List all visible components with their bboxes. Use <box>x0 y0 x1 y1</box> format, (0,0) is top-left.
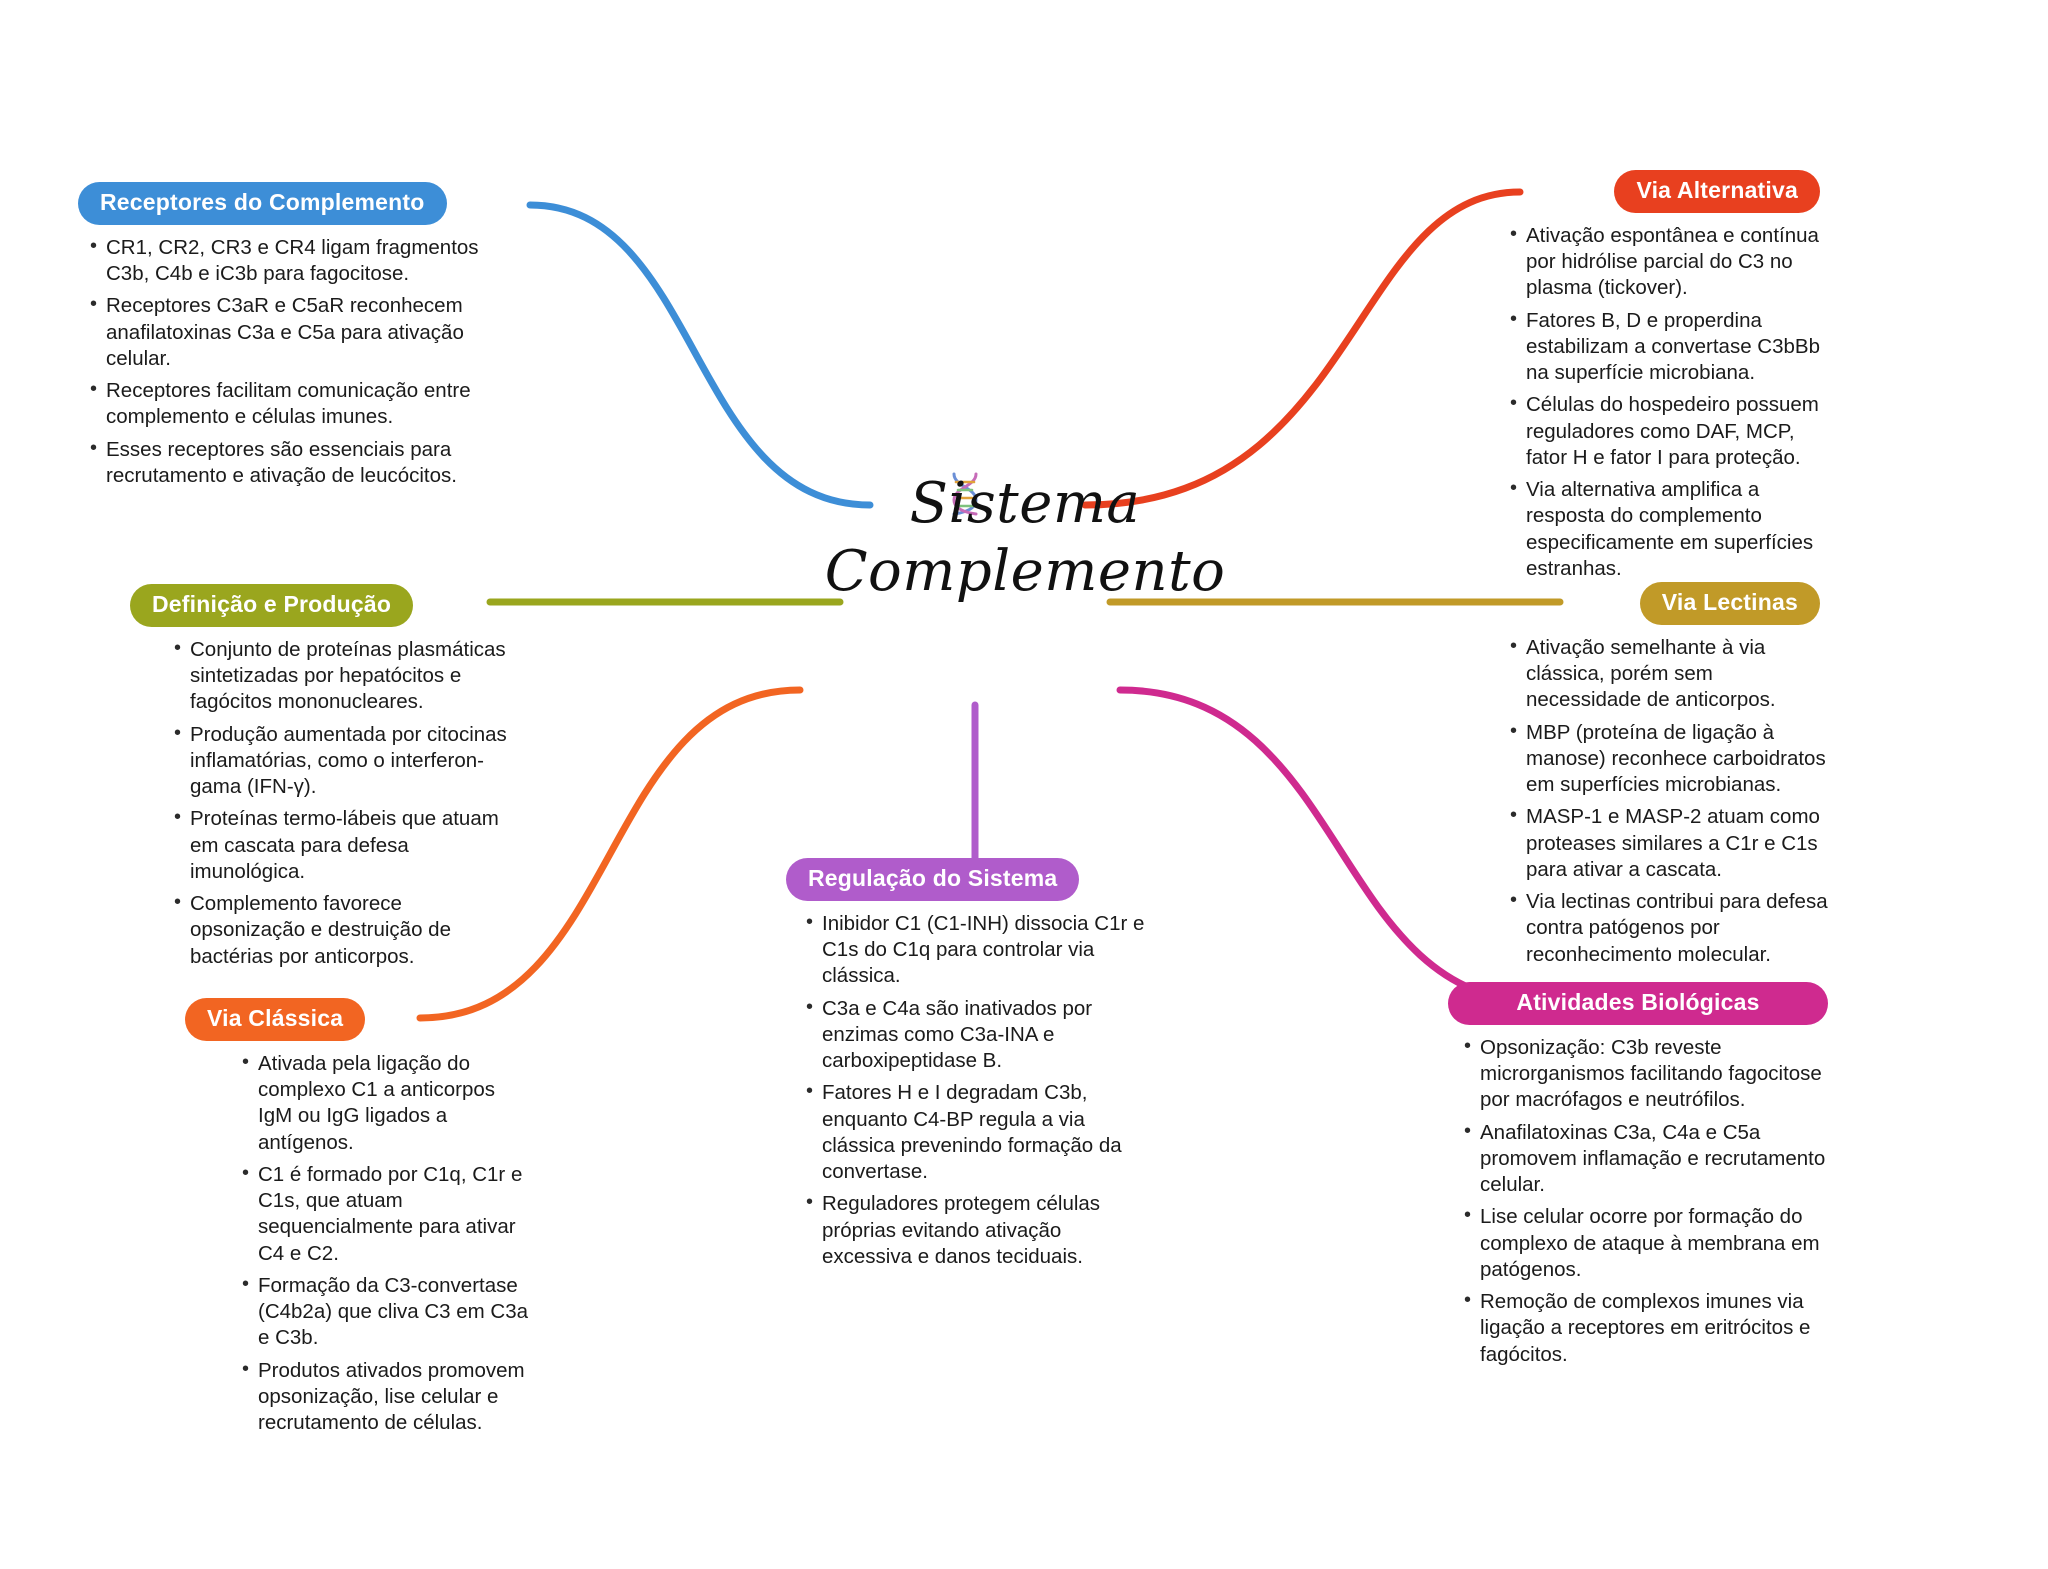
branch-title-row <box>185 998 515 1041</box>
list-item: • Complemento favorece opsonização e destruição de bactérias por anticorpos. <box>172 891 512 970</box>
branch-via-alternativa[interactable] <box>1490 170 1820 588</box>
list-item: • Fatores B, D e properdina estabilizam a convertase C3bBb na superfície microbiana. <box>1508 308 1833 387</box>
list-item: • C1 é formado por C1q, C1r e C1s, que atuam sequencialmente para ativar C4 e C2. <box>240 1162 530 1267</box>
branch-title-alternativa[interactable]: Via Alternativa <box>1614 170 1820 213</box>
list-item: • Formação da C3-convertase (C4b2a) que cliva C3 em C3a e C3b. <box>240 1273 530 1352</box>
branch-title-receptores[interactable]: Receptores do Complemento <box>78 182 447 225</box>
connector-alternativa <box>1085 192 1520 505</box>
list-item: • CR1, CR2, CR3 e CR4 ligam fragmentos C3b, C4b e iC3b para fagocitose. <box>88 235 508 287</box>
branch-regulacao-do-sistema[interactable] <box>786 858 1156 1276</box>
list-item: • Conjunto de proteínas plasmáticas sintetizadas por hepatócitos e fagócitos mononucleares. <box>172 637 512 716</box>
list-item: • Lise celular ocorre por formação do complexo de ataque à membrana em patógenos. <box>1462 1204 1837 1283</box>
list-item: • Produção aumentada por citocinas inflamatórias, como o interferon-gama (IFN-γ). <box>172 722 512 801</box>
branch-title-biologicas[interactable]: Atividades Biológicas <box>1448 982 1828 1025</box>
list-item: • MBP (proteína de ligação à manose) reconhece carboidratos em superfícies microbianas. <box>1508 720 1833 799</box>
branch-title-row <box>1490 582 1820 625</box>
list-item: • MASP-1 e MASP-2 atuam como proteases similares a C1r e C1s para ativar a cascata. <box>1508 804 1833 883</box>
list-item: • Reguladores protegem células próprias evitando ativação excessiva e danos teciduais. <box>804 1191 1154 1270</box>
list-item: • Inibidor C1 (C1-INH) dissocia C1r e C1s do C1q para controlar via clássica. <box>804 911 1154 990</box>
branch-title-row <box>130 584 520 627</box>
list-item: • Células do hospedeiro possuem reguladores como DAF, MCP, fator H e fator I para proteção. <box>1508 392 1833 471</box>
list-item: • Proteínas termo-lábeis que atuam em cascata para defesa imunológica. <box>172 806 512 885</box>
list-item: • Esses receptores são essenciais para recrutamento e ativação de leucócitos. <box>88 437 508 489</box>
branch-definicao-e-producao[interactable] <box>130 584 520 976</box>
list-item: • C3a e C4a são inativados por enzimas como C3a-INA e carboxipeptidase B. <box>804 996 1154 1075</box>
branch-points-alternativa <box>1490 223 1833 582</box>
branch-title-classica[interactable]: Via Clássica <box>185 998 365 1041</box>
branch-title-lectinas[interactable]: Via Lectinas <box>1640 582 1820 625</box>
list-item: • Ativada pela ligação do complexo C1 a anticorpos IgM ou IgG ligados a antígenos. <box>240 1051 530 1156</box>
central-topic <box>790 470 1260 607</box>
branch-points-classica <box>185 1051 530 1436</box>
list-item: • Opsonização: C3b reveste microrganismos facilitando fagocitose por macrófagos e neutrófilos. <box>1462 1035 1837 1114</box>
branch-receptores-do-complemento[interactable] <box>78 182 508 495</box>
list-item: • Receptores C3aR e C5aR reconhecem anafilatoxinas C3a e C5a para ativação celular. <box>88 293 508 372</box>
list-item: • Produtos ativados promovem opsonização, lise celular e recrutamento de células. <box>240 1358 530 1437</box>
branch-points-lectinas <box>1490 635 1833 968</box>
list-item: • Receptores facilitam comunicação entre complemento e células imunes. <box>88 378 508 430</box>
branch-title-row <box>1490 170 1820 213</box>
branch-via-lectinas[interactable] <box>1490 582 1828 974</box>
branch-points-receptores <box>78 235 508 489</box>
branch-title-row <box>78 182 508 225</box>
list-item: • Ativação espontânea e contínua por hidrólise parcial do C3 no plasma (tickover). <box>1508 223 1833 302</box>
branch-title-regulacao[interactable]: Regulação do Sistema <box>786 858 1079 901</box>
branch-title-row <box>786 858 1156 901</box>
branch-points-regulacao <box>786 911 1154 1270</box>
branch-atividades-biologicas[interactable] <box>1448 982 1828 1374</box>
central-topic-line1: Sistema <box>909 471 1141 536</box>
list-item: • Anafilatoxinas C3a, C4a e C5a promovem inflamação e recrutamento celular. <box>1462 1120 1837 1199</box>
branch-points-definicao <box>130 637 512 970</box>
list-item: • Remoção de complexos imunes via ligação a receptores em eritrócitos e fagócitos. <box>1462 1289 1837 1368</box>
list-item: • Fatores H e I degradam C3b, enquanto C4-BP regula a via clássica prevenindo formação da convertase. <box>804 1080 1154 1185</box>
connector-receptores <box>530 205 870 505</box>
list-item: • Via alternativa amplifica a resposta do complemento especificamente em superfícies estranhas. <box>1508 477 1833 582</box>
branch-title-definicao[interactable]: Definição e Produção <box>130 584 413 627</box>
connector-biologicas <box>1120 690 1540 1002</box>
branch-via-classica[interactable] <box>185 998 529 1442</box>
branch-points-biologicas <box>1448 1035 1837 1368</box>
central-topic-line2: Complemento <box>824 539 1226 605</box>
list-item: • Ativação semelhante à via clássica, porém sem necessidade de anticorpos. <box>1508 635 1833 714</box>
branch-title-row <box>1448 982 1828 1025</box>
list-item: • Via lectinas contribui para defesa contra patógenos por reconhecimento molecular. <box>1508 889 1833 968</box>
